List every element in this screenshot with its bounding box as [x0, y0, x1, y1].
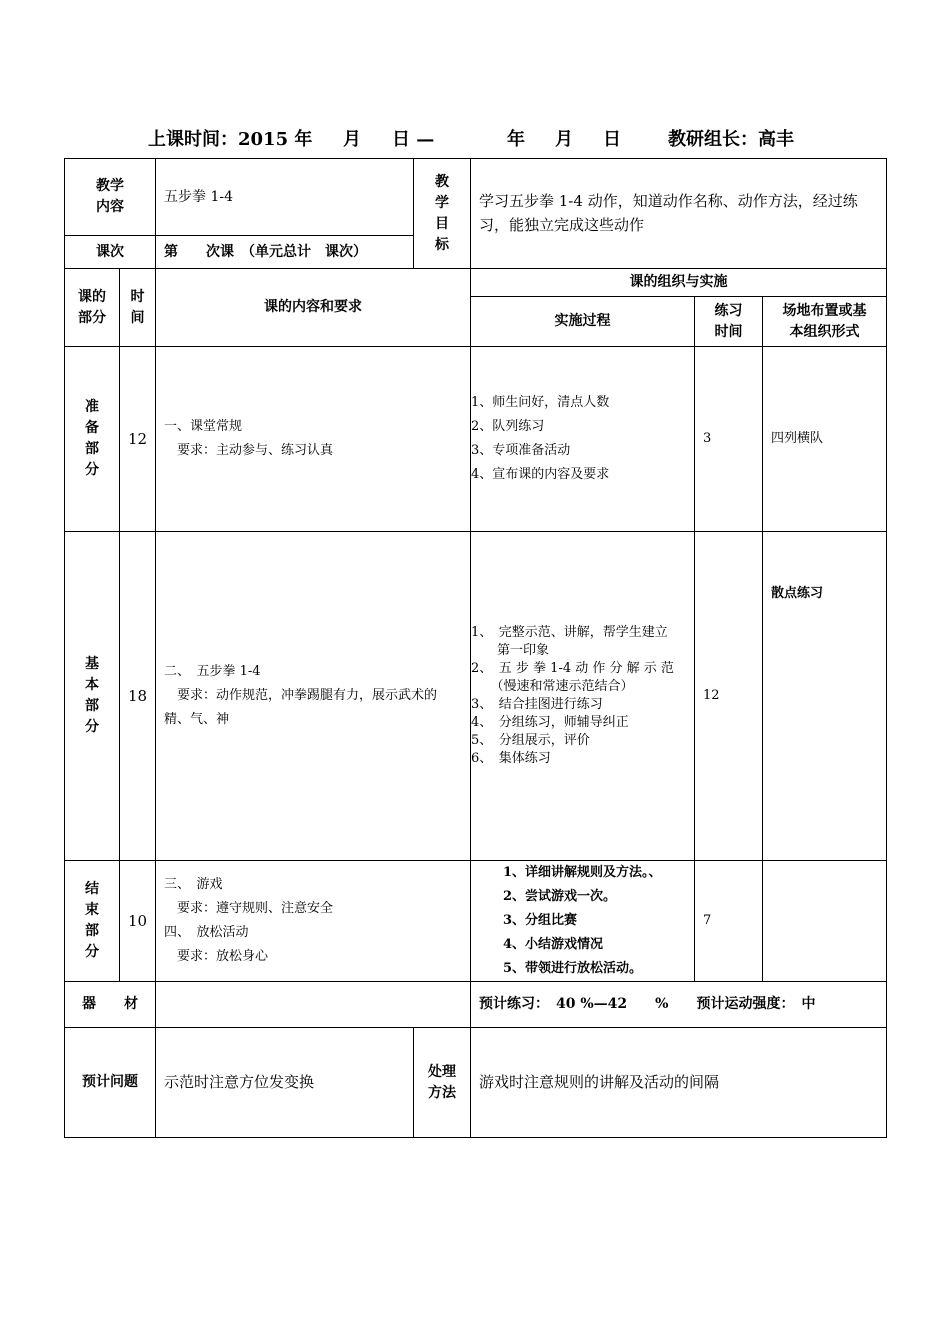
section-content: 一、课堂常规 要求：主动参与、练习认真	[156, 347, 471, 532]
teaching-goal-value: 学习五步拳 1-4 动作，知道动作名称、动作方法，经过练习，能独立完成这些动作	[471, 159, 887, 269]
teaching-content-value: 五步拳 1-4	[156, 159, 414, 236]
lesson-number-label: 课次	[65, 236, 156, 269]
section-layout: 散点练习	[763, 532, 887, 861]
lesson-plan-table	[64, 158, 887, 1138]
teaching-content-label: 教学 内容	[65, 159, 156, 236]
handling-method-value: 游戏时注意规则的讲解及活动的间隔	[471, 1028, 887, 1138]
col-content-header: 课的内容和要求	[156, 269, 471, 347]
exercise-forecast: 预计练习： 40 %—42 % 预计运动强度： 中	[471, 982, 887, 1028]
section-part-label: 基 本 部 分	[65, 532, 120, 861]
section-practice-time: 7	[695, 861, 763, 982]
equipment-value	[156, 982, 471, 1028]
section-row-preparation	[65, 347, 887, 532]
day-label-1: 日 —	[392, 129, 435, 150]
section-row-ending	[65, 861, 887, 982]
section-content: 二、 五步拳 1-4 要求：动作规范，冲拳踢腿有力，展示武术的精、气、神	[156, 532, 471, 861]
section-time: 18	[120, 532, 156, 861]
section-row-basic	[65, 532, 887, 861]
section-content: 三、 游戏 要求：遵守规则、注意安全 四、 放松活动 要求：放松身心	[156, 861, 471, 982]
month-label-2: 月	[555, 129, 573, 150]
page-header	[0, 125, 950, 151]
col-part-header: 课的 部分	[65, 269, 120, 347]
section-part-label: 结 束 部 分	[65, 861, 120, 982]
expected-problems-value: 示范时注意方位发变换	[156, 1028, 414, 1138]
col-layout-header: 场地布置或基 本组织形式	[763, 297, 887, 347]
equipment-label: 器 材	[65, 982, 156, 1028]
section-part-label: 准 备 部 分	[65, 347, 120, 532]
section-process: 1、 完整示范、讲解，帮学生建立 第一印象 2、 五 步 拳 1-4 动 作 分 解 示 范 （慢速和常速示范结合） 3、 结合挂图进行练习 4、 分组练习，师辅导纠正 5、 分组展示，评价 6、 集体练习	[471, 532, 695, 861]
handling-method-label: 处理 方法	[414, 1028, 471, 1138]
section-layout	[763, 861, 887, 982]
month-label-1: 月	[343, 129, 361, 150]
teaching-goal-label: 教 学 目 标	[414, 159, 471, 269]
col-process-header: 实施过程	[471, 297, 695, 347]
group-leader: 教研组长：高丰	[668, 129, 794, 150]
year-label-2: 年	[507, 129, 525, 150]
section-practice-time: 12	[695, 532, 763, 861]
expected-problems-label: 预计问题	[65, 1028, 156, 1138]
section-layout: 四列横队	[763, 347, 887, 532]
section-process: 1、师生问好，清点人数 2、队列练习 3、专项准备活动 4、宣布课的内容及要求	[471, 347, 695, 532]
col-practice-time-header: 练习 时间	[695, 297, 763, 347]
lesson-number-value: 第 次课 （单元总计 课次）	[156, 236, 414, 269]
section-practice-time: 3	[695, 347, 763, 532]
col-time-header: 时 间	[120, 269, 156, 347]
section-time: 10	[120, 861, 156, 982]
section-process: 1、详细讲解规则及方法。、 2、尝试游戏一次。 3、分组比赛 4、小结游戏情况 5、带领进行放松活动。	[471, 861, 695, 982]
day-label-2: 日	[603, 129, 621, 150]
col-org-header: 课的组织与实施	[471, 269, 887, 297]
class-time-label: 上课时间：2015 年	[148, 129, 313, 150]
section-time: 12	[120, 347, 156, 532]
